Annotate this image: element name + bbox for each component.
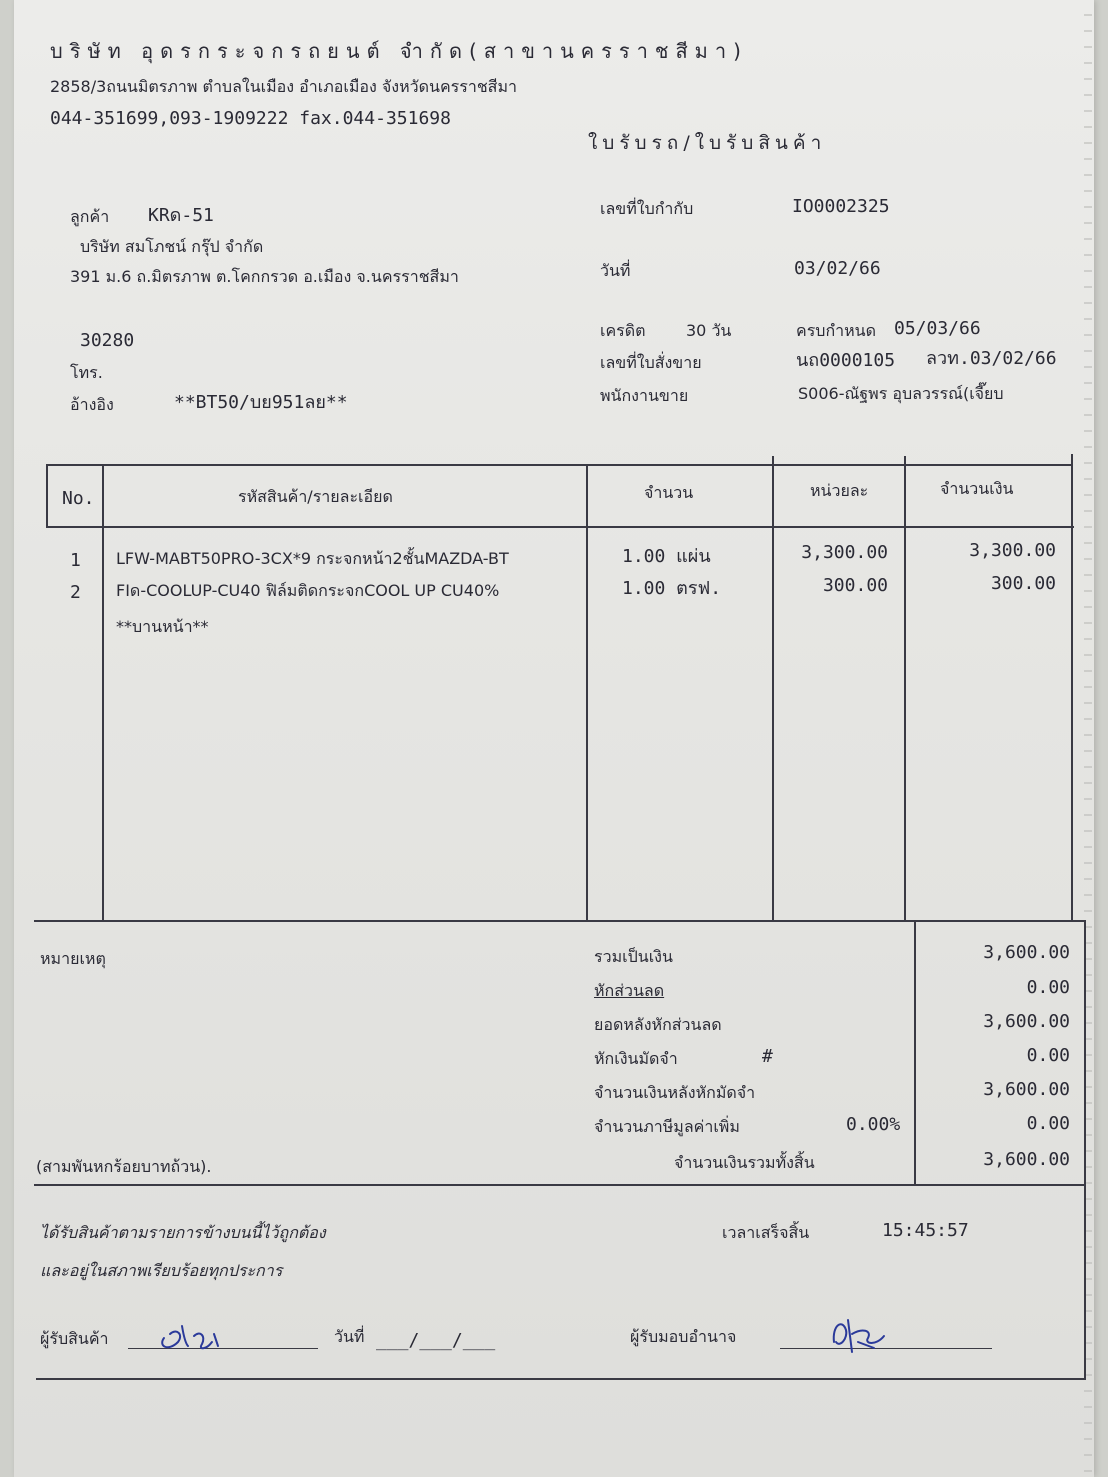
total-value: 3,600.00: [983, 942, 1070, 963]
doc-no-label: เลขที่ใบกำกับ: [600, 199, 694, 218]
after-deposit-label: จำนวนเงินหลังหักมัดจำ: [594, 1083, 756, 1102]
table-right-border: [1071, 454, 1073, 920]
row-1-amount: 3,300.00: [969, 540, 1056, 561]
after-deposit-value: 3,600.00: [983, 1079, 1070, 1100]
due-date: 05/03/66: [894, 318, 981, 339]
customer-tel-label: โทร.: [70, 363, 103, 382]
date-label: วันที่: [600, 261, 631, 280]
table-header-divider: [46, 526, 1074, 528]
company-phone: 044-351699,093-1909222 fax.044-351698: [50, 108, 451, 129]
total-label: รวมเป็นเงิน: [594, 947, 673, 966]
grand-total-label: จำนวนเงินรวมทั้งสิ้น: [674, 1153, 815, 1172]
after-discount-label: ยอดหลังหักส่วนลด: [594, 1015, 722, 1034]
document-page: [14, 0, 1094, 1477]
doc-no: IO0002325: [792, 196, 890, 217]
deposit-label: หักเงินมัดจำ: [594, 1049, 678, 1068]
finish-time: 15:45:57: [882, 1220, 969, 1241]
authorized-person-label: ผู้รับมอบอำนาจ: [630, 1327, 737, 1346]
receive-date-label: วันที่: [334, 1327, 365, 1346]
sales-order-date: ลวท.03/02/66: [926, 348, 1057, 369]
reference-label: อ้างอิง: [70, 395, 114, 414]
sales-order-label: เลขที่ใบสั่งขาย: [600, 353, 702, 372]
company-name: บริษัท อุดรกระจกรถยนต์ จำกัด(สาขานครราชสีมา): [50, 39, 748, 63]
item-note: **บานหน้า**: [116, 617, 209, 636]
col-divider-desc: [586, 466, 588, 920]
row-1-no: 1: [70, 550, 81, 571]
remark-label: หมายเหตุ: [40, 949, 106, 968]
header-no: No.: [62, 488, 95, 509]
deposit-value: 0.00: [1026, 1045, 1070, 1066]
finish-time-label: เวลาเสร็จสิ้น: [722, 1223, 810, 1242]
discount-value: 0.00: [1026, 977, 1070, 998]
receiver-label: ผู้รับสินค้า: [40, 1329, 109, 1348]
customer-code: KRด-51: [148, 205, 214, 226]
credit-label: เครดิต: [600, 321, 646, 340]
discount-label: หักส่วนลด: [594, 981, 665, 1000]
row-2-amount: 300.00: [990, 573, 1056, 594]
table-left-border-header: [46, 464, 48, 526]
amount-in-words: (สามพันหกร้อยบาทถ้วน).: [36, 1157, 212, 1176]
row-2-quantity: 1.00 ตรฟ.: [622, 578, 722, 599]
after-discount-value: 3,600.00: [983, 1011, 1070, 1032]
date-value: 03/02/66: [794, 258, 881, 279]
summary-bottom-border: [34, 1184, 1086, 1186]
credit-days: 30 วัน: [686, 321, 732, 340]
summary-top-border: [34, 920, 1084, 922]
header-quantity: จำนวน: [644, 483, 694, 502]
receive-date-blank: ___/___/___: [376, 1330, 496, 1351]
vat-value: 0.00: [1026, 1113, 1070, 1134]
table-top-border: [46, 464, 1072, 466]
summary-col-divider: [914, 920, 916, 1184]
salesperson-label: พนักงานขาย: [600, 386, 689, 405]
receiver-signature: [154, 1316, 244, 1356]
sales-order-no: นถ0000105: [796, 350, 896, 371]
row-1-quantity: 1.00 แผ่น: [622, 546, 711, 567]
customer-address: 391 ม.6 ถ.มิตรภาพ ต.โคกกรวด อ.เมือง จ.นครราชสีมา: [70, 267, 459, 286]
grand-total-value: 3,600.00: [983, 1149, 1070, 1170]
receipt-statement-1: ได้รับสินค้าตามรายการข้างบนนี้ไว้ถูกต้อง: [40, 1223, 326, 1242]
deposit-mark: #: [762, 1046, 773, 1067]
row-2-description: FIด-COOLUP-CU40 ฟิล์มติดกระจกCOOL UP CU40%: [116, 581, 500, 600]
col-divider-no: [102, 466, 104, 920]
page-bottom-border: [36, 1378, 1086, 1380]
company-address: 2858/3ถนนมิตรภาพ ตำบลในเมือง อำเภอเมือง จังหวัดนครราชสีมา: [50, 77, 517, 96]
document-title: ใบรับรถ/ใบรับสินค้า: [588, 132, 827, 154]
receipt-statement-2: และอยู่ในสภาพเรียบร้อยทุกประการ: [40, 1261, 283, 1280]
salesperson: S006-ณัฐพร อุบลวรรณ์(เจี๊ยบ: [798, 384, 1004, 403]
col-divider-qty: [772, 456, 774, 920]
vat-label: จำนวนภาษีมูลค่าเพิ่ม: [594, 1117, 740, 1136]
customer-postcode: 30280: [80, 330, 135, 351]
page-right-border: [1084, 920, 1086, 1380]
header-amount: จำนวนเงิน: [940, 479, 1014, 498]
vat-rate: 0.00%: [846, 1114, 901, 1135]
reference-value: **BT50/บย951ลย**: [174, 392, 348, 413]
header-unit-price: หน่วยละ: [810, 481, 869, 500]
row-1-description: LFW-MABT50PRO-3CX*9 กระจกหน้า2ชั้นMAZDA-BT: [116, 549, 509, 568]
customer-name: บริษัท สมโภชน์ กรุ๊ป จำกัด: [80, 237, 264, 256]
row-2-unit-price: 300.00: [822, 575, 888, 596]
header-description: รหัสสินค้า/รายละเอียด: [238, 487, 393, 506]
authorized-signature: [822, 1312, 892, 1358]
row-2-no: 2: [70, 582, 81, 603]
row-1-unit-price: 3,300.00: [801, 542, 888, 563]
due-label: ครบกำหนด: [796, 321, 876, 340]
customer-code-label: ลูกค้า: [70, 207, 110, 226]
col-divider-unit: [904, 456, 906, 920]
